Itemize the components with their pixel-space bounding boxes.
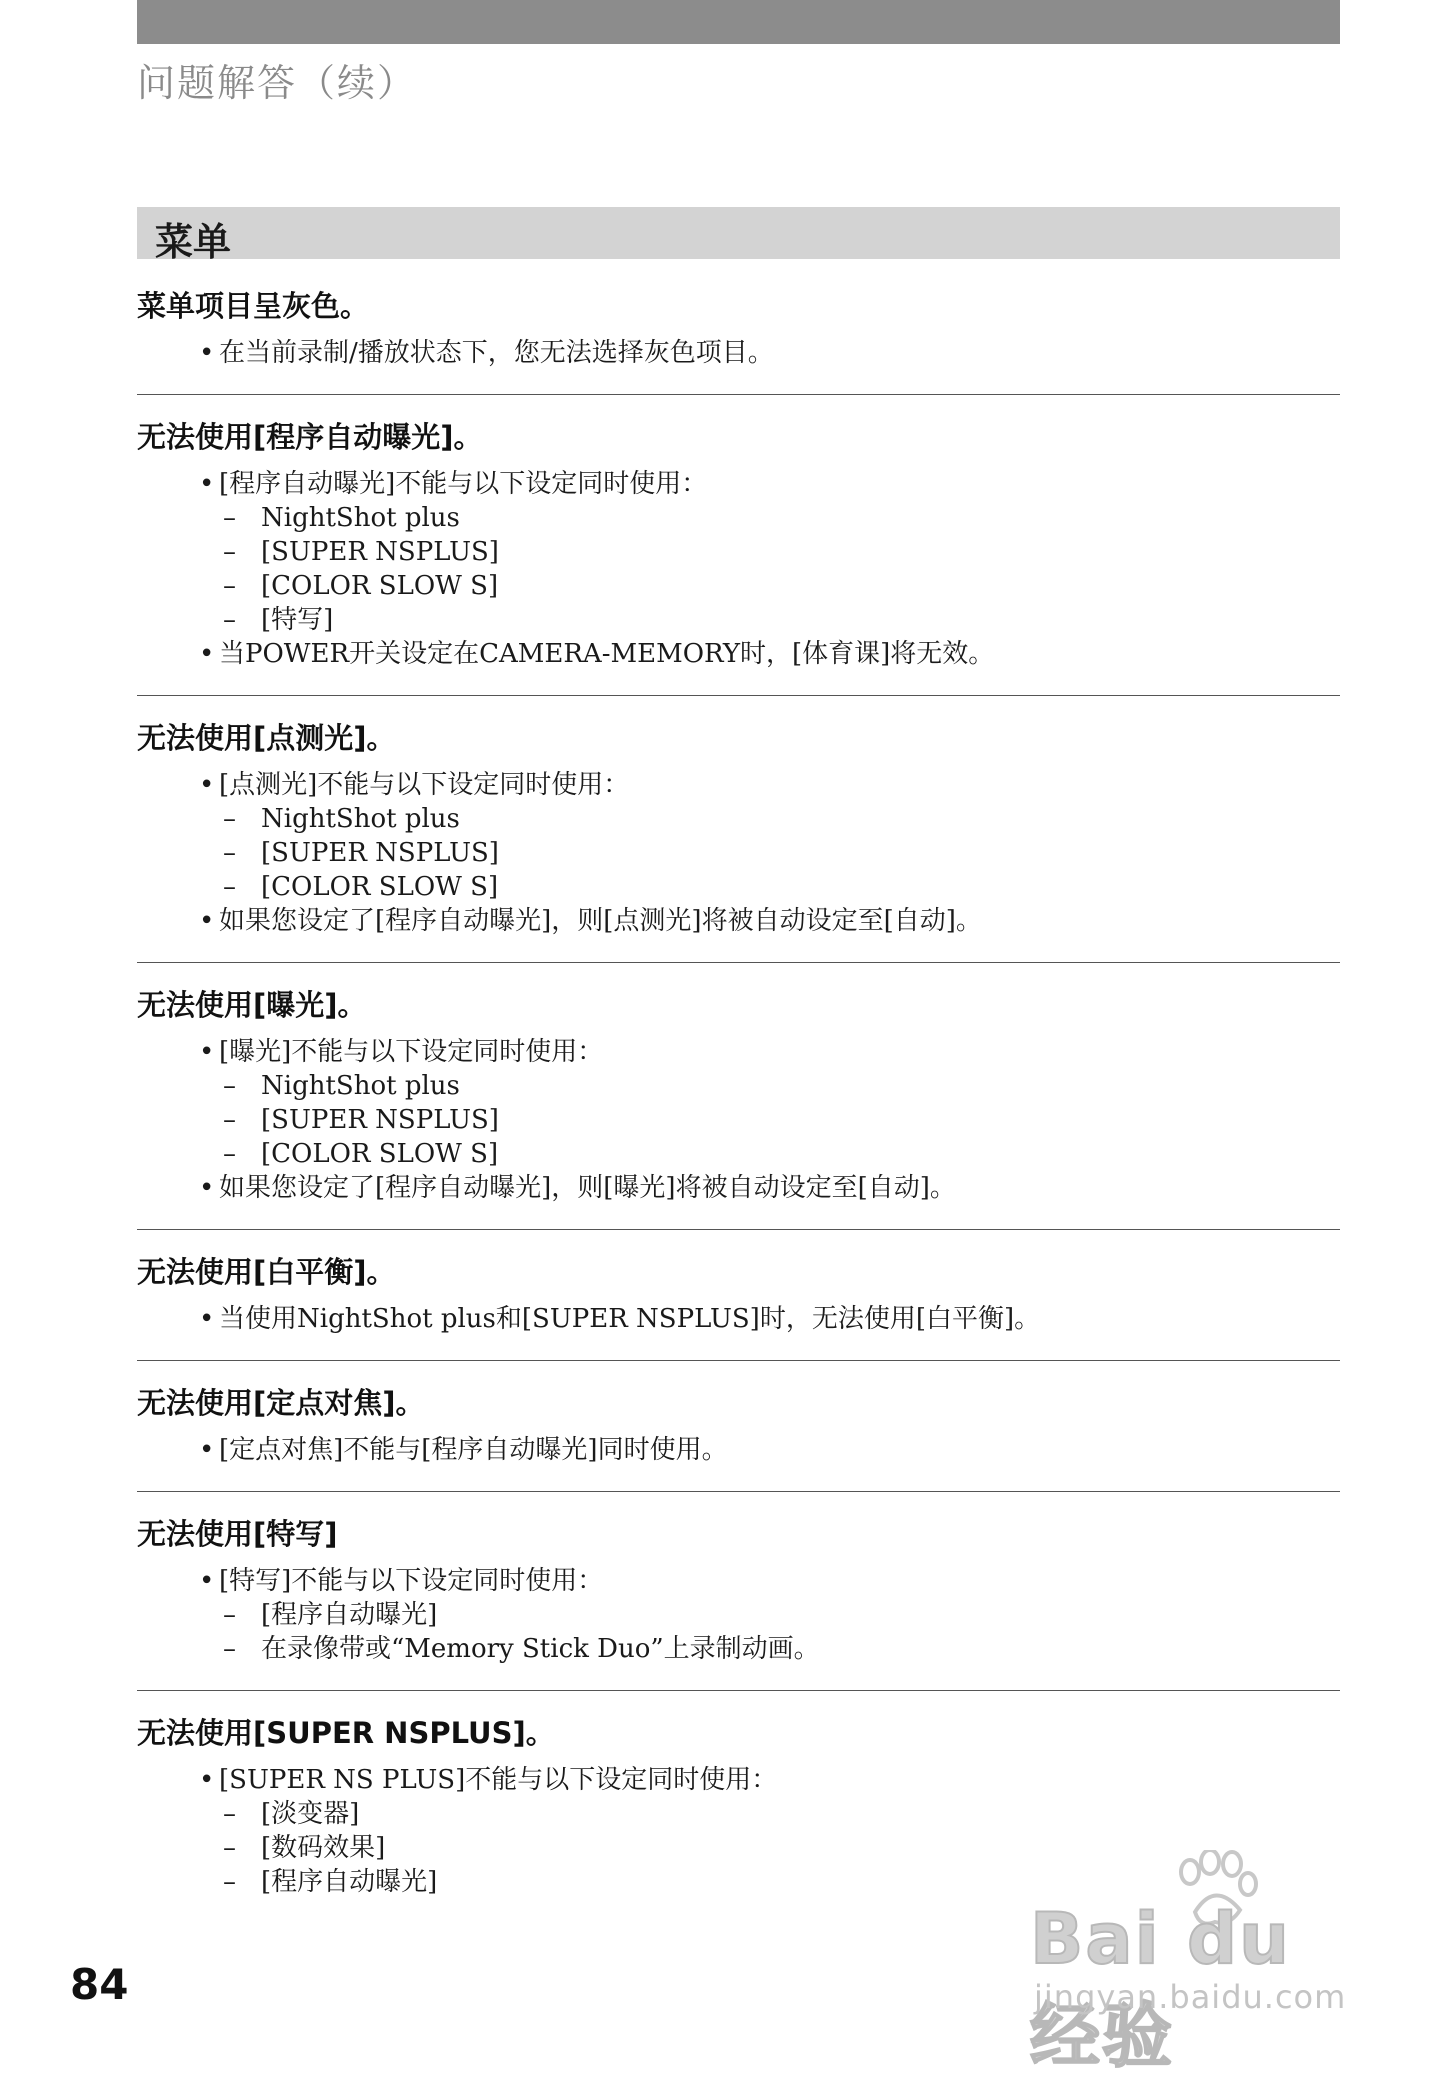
- page-number: 84: [70, 1960, 129, 2009]
- sub-item-text: 在录像带或“Memory Stick Duo”上录制动画。: [261, 1634, 820, 1664]
- dash-mark: –: [223, 1833, 236, 1863]
- sub-item-text: [特写]: [261, 605, 334, 635]
- watermark: [1030, 1850, 1370, 2077]
- faq-topic: [137, 1229, 1340, 1336]
- bullet-item: [137, 637, 1340, 671]
- topic-title: 无法使用[曝光]。: [137, 988, 367, 1022]
- sub-item-text: [COLOR SLOW S]: [261, 872, 499, 902]
- watermark-url: jingyan.baidu.com: [1034, 1978, 1347, 2016]
- topic-lines: [137, 1433, 1340, 1467]
- sub-item: [137, 1632, 1340, 1666]
- sub-item-text: [SUPER NSPLUS]: [261, 537, 499, 567]
- bullet-item: [137, 904, 1340, 938]
- sub-item-text: [程序自动曝光]: [261, 1600, 438, 1630]
- sub-item: [137, 501, 1340, 535]
- sub-item-text: [COLOR SLOW S]: [261, 1139, 499, 1169]
- watermark-brand: Bai du 经验: [1030, 1898, 1291, 2077]
- sub-item-text: NightShot plus: [261, 1071, 460, 1101]
- sub-item: [137, 836, 1340, 870]
- dash-mark: –: [223, 1139, 236, 1169]
- dash-mark: –: [223, 503, 236, 533]
- bullet-item: [137, 1564, 1340, 1598]
- topic-title: 无法使用[SUPER NSPLUS]。: [137, 1716, 555, 1750]
- topic-lines: [137, 1302, 1340, 1336]
- sub-item: [137, 1069, 1340, 1103]
- bullet-item: [137, 1302, 1340, 1336]
- bullet-item: [137, 1171, 1340, 1205]
- topic-title: 无法使用[特写]: [137, 1517, 338, 1551]
- dash-mark: –: [223, 537, 236, 567]
- bullet-text: [特写]不能与以下设定同时使用：: [219, 1566, 604, 1596]
- faq-topic: [137, 1491, 1340, 1666]
- topic-lines: [137, 336, 1340, 370]
- faq-topic: [137, 282, 1340, 370]
- bullet-item: [137, 768, 1340, 802]
- topic-lines: [137, 1035, 1340, 1205]
- topic-title: 无法使用[点测光]。: [137, 721, 396, 755]
- bullet-item: [137, 1035, 1340, 1069]
- sub-item-text: [淡变器]: [261, 1799, 360, 1829]
- bullet-item: [137, 1763, 1340, 1797]
- bullet-item: [137, 467, 1340, 501]
- header-bar: [137, 0, 1340, 44]
- dash-mark: –: [223, 1634, 236, 1664]
- sub-item-text: [SUPER NSPLUS]: [261, 1105, 499, 1135]
- bullet-text: [点测光]不能与以下设定同时使用：: [219, 770, 630, 800]
- faq-content: [137, 282, 1340, 1899]
- dash-mark: –: [223, 1799, 236, 1829]
- bullet-text: 如果您设定了[程序自动曝光]，则[曝光]将被自动设定至[自动]。: [219, 1173, 956, 1203]
- topic-lines: [137, 467, 1340, 671]
- dash-mark: –: [223, 872, 236, 902]
- topic-lines: [137, 768, 1340, 938]
- sub-item: [137, 870, 1340, 904]
- faq-topic: [137, 695, 1340, 938]
- bullet-text: [SUPER NS PLUS]不能与以下设定同时使用：: [219, 1765, 778, 1795]
- sub-item-text: [程序自动曝光]: [261, 1867, 438, 1897]
- dash-mark: –: [223, 1105, 236, 1135]
- bullet-item: [137, 336, 1340, 370]
- bullet-text: [程序自动曝光]不能与以下设定同时使用：: [219, 469, 708, 499]
- sub-item: [137, 535, 1340, 569]
- sub-item-text: [COLOR SLOW S]: [261, 571, 499, 601]
- sub-item-text: [SUPER NSPLUS]: [261, 838, 499, 868]
- topic-title: 无法使用[程序自动曝光]。: [137, 420, 483, 454]
- sub-item: [137, 569, 1340, 603]
- sub-item: [137, 1797, 1340, 1831]
- bullet-text: 如果您设定了[程序自动曝光]，则[点测光]将被自动设定至[自动]。: [219, 906, 982, 936]
- topic-lines: [137, 1564, 1340, 1666]
- sub-item-text: NightShot plus: [261, 503, 460, 533]
- topic-title: 无法使用[定点对焦]。: [137, 1386, 425, 1420]
- dash-mark: –: [223, 571, 236, 601]
- topic-title: 无法使用[白平衡]。: [137, 1255, 396, 1289]
- page-title: 问题解答（续）: [137, 61, 418, 105]
- bullet-item: [137, 1433, 1340, 1467]
- sub-item: [137, 603, 1340, 637]
- sub-item: [137, 1598, 1340, 1632]
- sub-item: [137, 802, 1340, 836]
- dash-mark: –: [223, 838, 236, 868]
- section-title: 菜单: [155, 220, 232, 264]
- topic-title: 菜单项目呈灰色。: [137, 289, 370, 323]
- faq-topic: [137, 394, 1340, 671]
- section-heading-bar: [137, 207, 1340, 264]
- bullet-text: 当使用NightShot plus和[SUPER NSPLUS]时，无法使用[白平衡]。: [219, 1304, 1041, 1334]
- sub-item: [137, 1137, 1340, 1171]
- faq-topic: [137, 1360, 1340, 1467]
- bullet-text: 在当前录制/播放状态下，您无法选择灰色项目。: [219, 338, 774, 368]
- sub-item: [137, 1103, 1340, 1137]
- faq-topic: [137, 962, 1340, 1205]
- dash-mark: –: [223, 804, 236, 834]
- dash-mark: –: [223, 1600, 236, 1630]
- sub-item-text: [数码效果]: [261, 1833, 386, 1863]
- dash-mark: –: [223, 605, 236, 635]
- bullet-text: [曝光]不能与以下设定同时使用：: [219, 1037, 604, 1067]
- bullet-text: 当POWER开关设定在CAMERA-MEMORY时，[体育课]将无效。: [219, 639, 995, 669]
- sub-item-text: NightShot plus: [261, 804, 460, 834]
- bullet-text: [定点对焦]不能与[程序自动曝光]同时使用。: [219, 1435, 728, 1465]
- dash-mark: –: [223, 1071, 236, 1101]
- dash-mark: –: [223, 1867, 236, 1897]
